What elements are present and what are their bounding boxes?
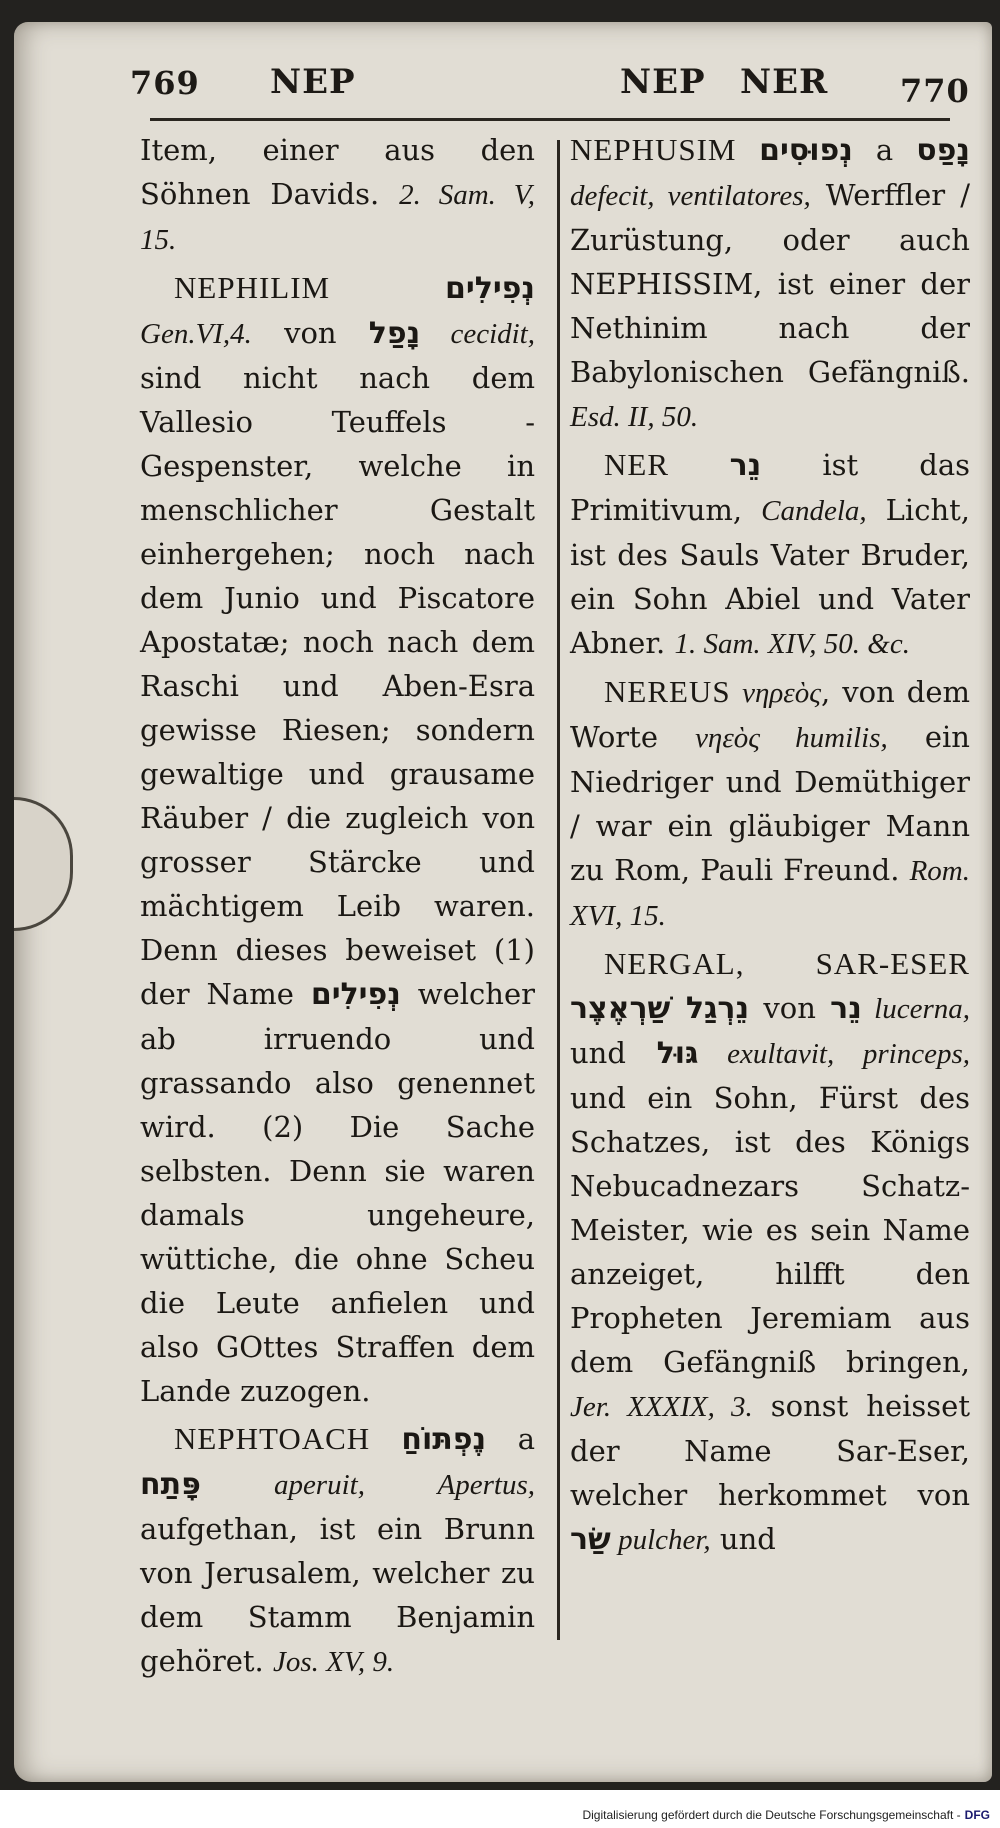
entry-text: a xyxy=(852,133,917,167)
entry-hebrew: נְפִילִים xyxy=(310,977,401,1012)
dictionary-entry-nephtoach xyxy=(140,1417,535,1684)
entry-hebrew: נֵרְגַל שַׁרְאֶצֶר xyxy=(570,991,750,1026)
entry-latin: Candela, xyxy=(761,495,867,527)
credit-text: Digitalisierung gefördert durch die Deutsche Forschungsgemeinschaft - xyxy=(582,1808,961,1822)
right-page-number: 770 xyxy=(900,72,970,110)
entry-hebrew: נֶפְתּוֹחַ xyxy=(401,1422,487,1457)
entry-hebrew: נֵר xyxy=(729,448,762,483)
entry-text: und xyxy=(710,1522,776,1556)
entry-heading: NEPHILIM xyxy=(174,270,445,305)
entry-heading: NEREUS xyxy=(604,674,743,709)
header-rule xyxy=(150,118,950,121)
entry-latin: exultavit, princeps, xyxy=(698,1038,971,1070)
entry-hebrew: פָּתַח xyxy=(140,1467,201,1502)
entry-text: welcher ab irruendo und grassando also genennet wird. (2) Die Sache selbsten. Denn sie waren damals ungeheure, wüttiche, die ohne Scheu die Leute anfielen und also GOttes Straffen dem Lande zuzogen. xyxy=(140,977,535,1408)
dfg-logo: DFG xyxy=(964,1808,990,1822)
entry-text: sonst heisset der Name Sar-Eser, welcher herkommet von xyxy=(570,1389,970,1512)
column-divider xyxy=(557,140,560,1640)
dictionary-entry-nereus xyxy=(570,670,970,938)
left-keyword: NEP xyxy=(270,62,356,102)
entry-hebrew: גּוּל xyxy=(656,1036,699,1071)
entry-heading: NERGAL, SAR-ESER xyxy=(604,946,970,981)
entry-ref: Esd. II, 50. xyxy=(570,401,699,433)
page-clip xyxy=(14,797,73,931)
entry-heading: NER xyxy=(604,447,730,482)
entry-latin: defecit, ventilatores, xyxy=(570,180,811,212)
entry-text: von xyxy=(251,316,369,350)
entry-latin: pulcher, xyxy=(610,1524,711,1556)
entry-latin: aperuit, Apertus, xyxy=(200,1469,535,1501)
dictionary-entry-nephilim xyxy=(140,266,535,1413)
entry-text: ein Niedriger und Demüthiger / war ein gläubiger Mann zu Rom, Pauli Freund. xyxy=(570,720,970,887)
entry-text: von xyxy=(749,991,831,1025)
entry-text: sind nicht nach dem Vallesio Teuffels - Gespenster, welche in menschlicher Gestalt einhergehen; noch nach dem Junio und Piscatore Apostatæ; noch nach dem Raschi und Aben-Esra gewisse Riesen; sondern gewaltige und grausame Räuber / die zugleich von grosser Stärcke und mächtigem Leib waren. Denn dieses beweiset (1) der Name xyxy=(140,361,535,1011)
entry-text: Item, einer aus den Söhnen Davids. xyxy=(140,133,535,211)
entry-hebrew: נְפוּסִים xyxy=(759,133,853,168)
entry-hebrew: נָפַל xyxy=(368,316,421,351)
entry-latin: νηεὸς humilis, xyxy=(695,722,888,754)
entry-text: Werffler / Zurüstung, oder auch NEPHISSIM, ist einer der Nethinim nach der Babylonischen Gefängniß. xyxy=(570,178,971,389)
entry-text: ist das Primitivum, xyxy=(570,448,971,527)
entry-ref: 1. Sam. XIV, 50. &c. xyxy=(674,628,910,660)
entry-text: und xyxy=(570,1036,657,1070)
right-keyword-2: NER xyxy=(740,62,829,102)
entry-text: , von dem Worte xyxy=(570,675,970,754)
entry-ref: Gen.VI,4. xyxy=(140,318,252,350)
running-header xyxy=(130,62,980,114)
right-keyword-1: NEP xyxy=(620,62,706,102)
digitization-credit xyxy=(582,1808,990,1822)
dictionary-entry-nergal-sar-eser xyxy=(570,942,970,1562)
entry-hebrew: נֵר xyxy=(830,991,862,1026)
entry-text: und ein Sohn, Fürst des Schatzes, ist des Königs Nebucadnezars Schatz-Meister, wie es sein Name anzeiget, hilfft den Propheten Jeremiam aus dem Gefängniß bringen, xyxy=(570,1081,970,1379)
entry-heading: NEPHTOACH xyxy=(174,1421,402,1456)
entry-text: aufgethan, ist ein Brunn von Jerusalem, welcher zu dem Stamm Benjamin gehöret. xyxy=(140,1512,535,1678)
dictionary-entry-item-itaem xyxy=(140,128,535,262)
left-page-number: 769 xyxy=(130,64,200,102)
entry-ref: 2. Sam. V, 15. xyxy=(140,179,535,256)
dictionary-entry-nephusim xyxy=(570,128,970,439)
entry-hebrew: נָפַס xyxy=(916,133,970,168)
entry-text: Licht, ist des Sauls Vater Bruder, ein Sohn Abiel und Vater Abner. xyxy=(570,493,970,660)
entry-hebrew: נְפִילִים xyxy=(444,271,535,306)
left-column xyxy=(140,128,535,1684)
entry-latin: lucerna, xyxy=(861,993,970,1025)
entry-ref: Jos. XV, 9. xyxy=(272,1646,395,1678)
entry-latin: νηρεὸς xyxy=(742,677,821,709)
entry-hebrew: שַׂר xyxy=(570,1522,611,1557)
right-column xyxy=(570,128,970,1562)
entry-ref: Jer. XXXIX, 3. xyxy=(570,1391,753,1423)
entry-latin: cecidit, xyxy=(420,318,535,350)
entry-text: a xyxy=(486,1422,535,1456)
entry-heading: NEPHUSIM xyxy=(570,132,760,167)
dictionary-entry-ner xyxy=(570,443,970,666)
entry-ref: Rom. XVI, 15. xyxy=(570,855,970,932)
